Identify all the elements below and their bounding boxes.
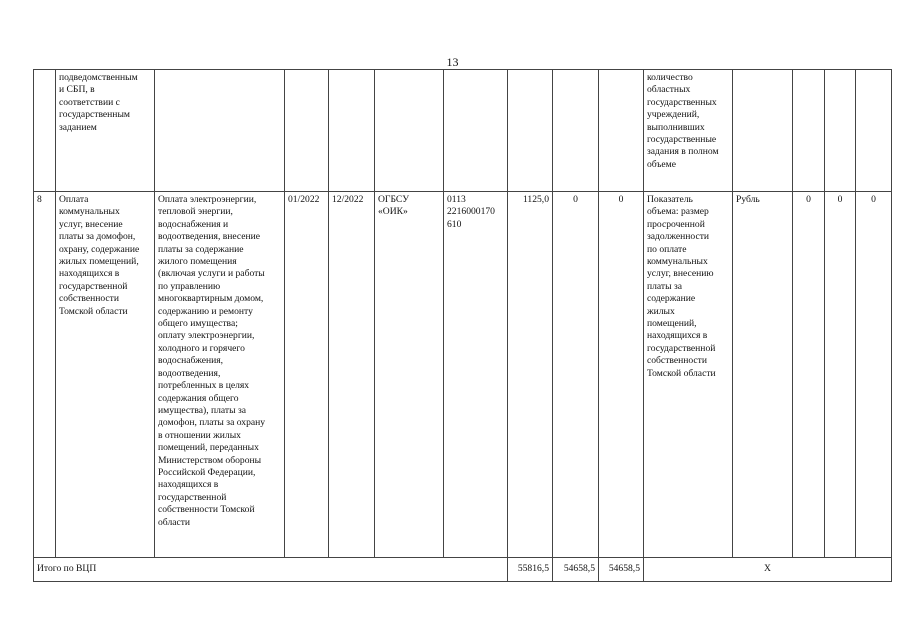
indicator-value2-cell bbox=[825, 70, 856, 192]
task-description-cell bbox=[155, 70, 285, 192]
table-row bbox=[34, 192, 892, 558]
amount-year1-cell bbox=[508, 70, 553, 192]
amount-year2-cell bbox=[553, 70, 599, 192]
kbk-cell bbox=[444, 70, 508, 192]
total-not-applicable-mark: Х bbox=[644, 558, 892, 582]
indicator-value1-cell: 0 bbox=[793, 192, 825, 558]
program-table bbox=[33, 69, 892, 582]
start-date-cell: 01/2022 bbox=[285, 192, 329, 558]
amount-year1-cell: 1125,0 bbox=[508, 192, 553, 558]
total-row bbox=[34, 558, 892, 582]
page-number: 13 bbox=[446, 55, 459, 69]
row-number-cell: 8 bbox=[34, 192, 56, 558]
task-name-cell: Оплата коммунальных услуг, внесение платы за домофон, охрану, содержание жилых помещений, находящихся в государственной собственности Томской области bbox=[56, 192, 155, 558]
executor-cell bbox=[375, 70, 444, 192]
indicator-value3-cell bbox=[856, 70, 892, 192]
amount-year3-cell bbox=[599, 70, 644, 192]
total-label: Итого по ВЦП bbox=[34, 558, 508, 582]
row-number-cell bbox=[34, 70, 56, 192]
indicator-value2-cell: 0 bbox=[825, 192, 856, 558]
executor-cell: ОГБСУ «ОИК» bbox=[375, 192, 444, 558]
indicator-value1-cell bbox=[793, 70, 825, 192]
indicator-value3-cell: 0 bbox=[856, 192, 892, 558]
task-name-cell: подведомственным и СБП, в соответствии с государственным заданием bbox=[56, 70, 155, 192]
indicator-cell: количество областных государственных учреждений, выполнивших государственные задания в полном объеме bbox=[644, 70, 733, 192]
task-description-cell: Оплата электроэнергии, тепловой энергии, водоснабжения и водоотведения, внесение платы за содержание жилого помещения (включая услуги и работы по управлению многоквартирным домом, содержанию и ремонту общего имущества; оплату электроэнергии, холодного и горячего водоснабжения, водоотведения, потребленных в целях содержания общего имущества), платы за домофон, платы за охрану в отношении жилых помещений, переданных Министерством обороны Российской Федерации, находящихся в государственной собственности Томской области bbox=[155, 192, 285, 558]
amount-year3-cell: 0 bbox=[599, 192, 644, 558]
start-date-cell bbox=[285, 70, 329, 192]
amount-year2-cell: 0 bbox=[553, 192, 599, 558]
total-amount-year1: 55816,5 bbox=[508, 558, 553, 582]
total-amount-year2: 54658,5 bbox=[553, 558, 599, 582]
kbk-cell: 0113 2216000170 610 bbox=[444, 192, 508, 558]
end-date-cell bbox=[329, 70, 375, 192]
indicator-cell: Показатель объема: размер просроченной задолженности по оплате коммунальных услуг, внесению платы за содержание жилых помещений, находящихся в государственной собственности Томской области bbox=[644, 192, 733, 558]
total-amount-year3: 54658,5 bbox=[599, 558, 644, 582]
table-row bbox=[34, 70, 892, 192]
unit-cell: Рубль bbox=[733, 192, 793, 558]
end-date-cell: 12/2022 bbox=[329, 192, 375, 558]
unit-cell bbox=[733, 70, 793, 192]
